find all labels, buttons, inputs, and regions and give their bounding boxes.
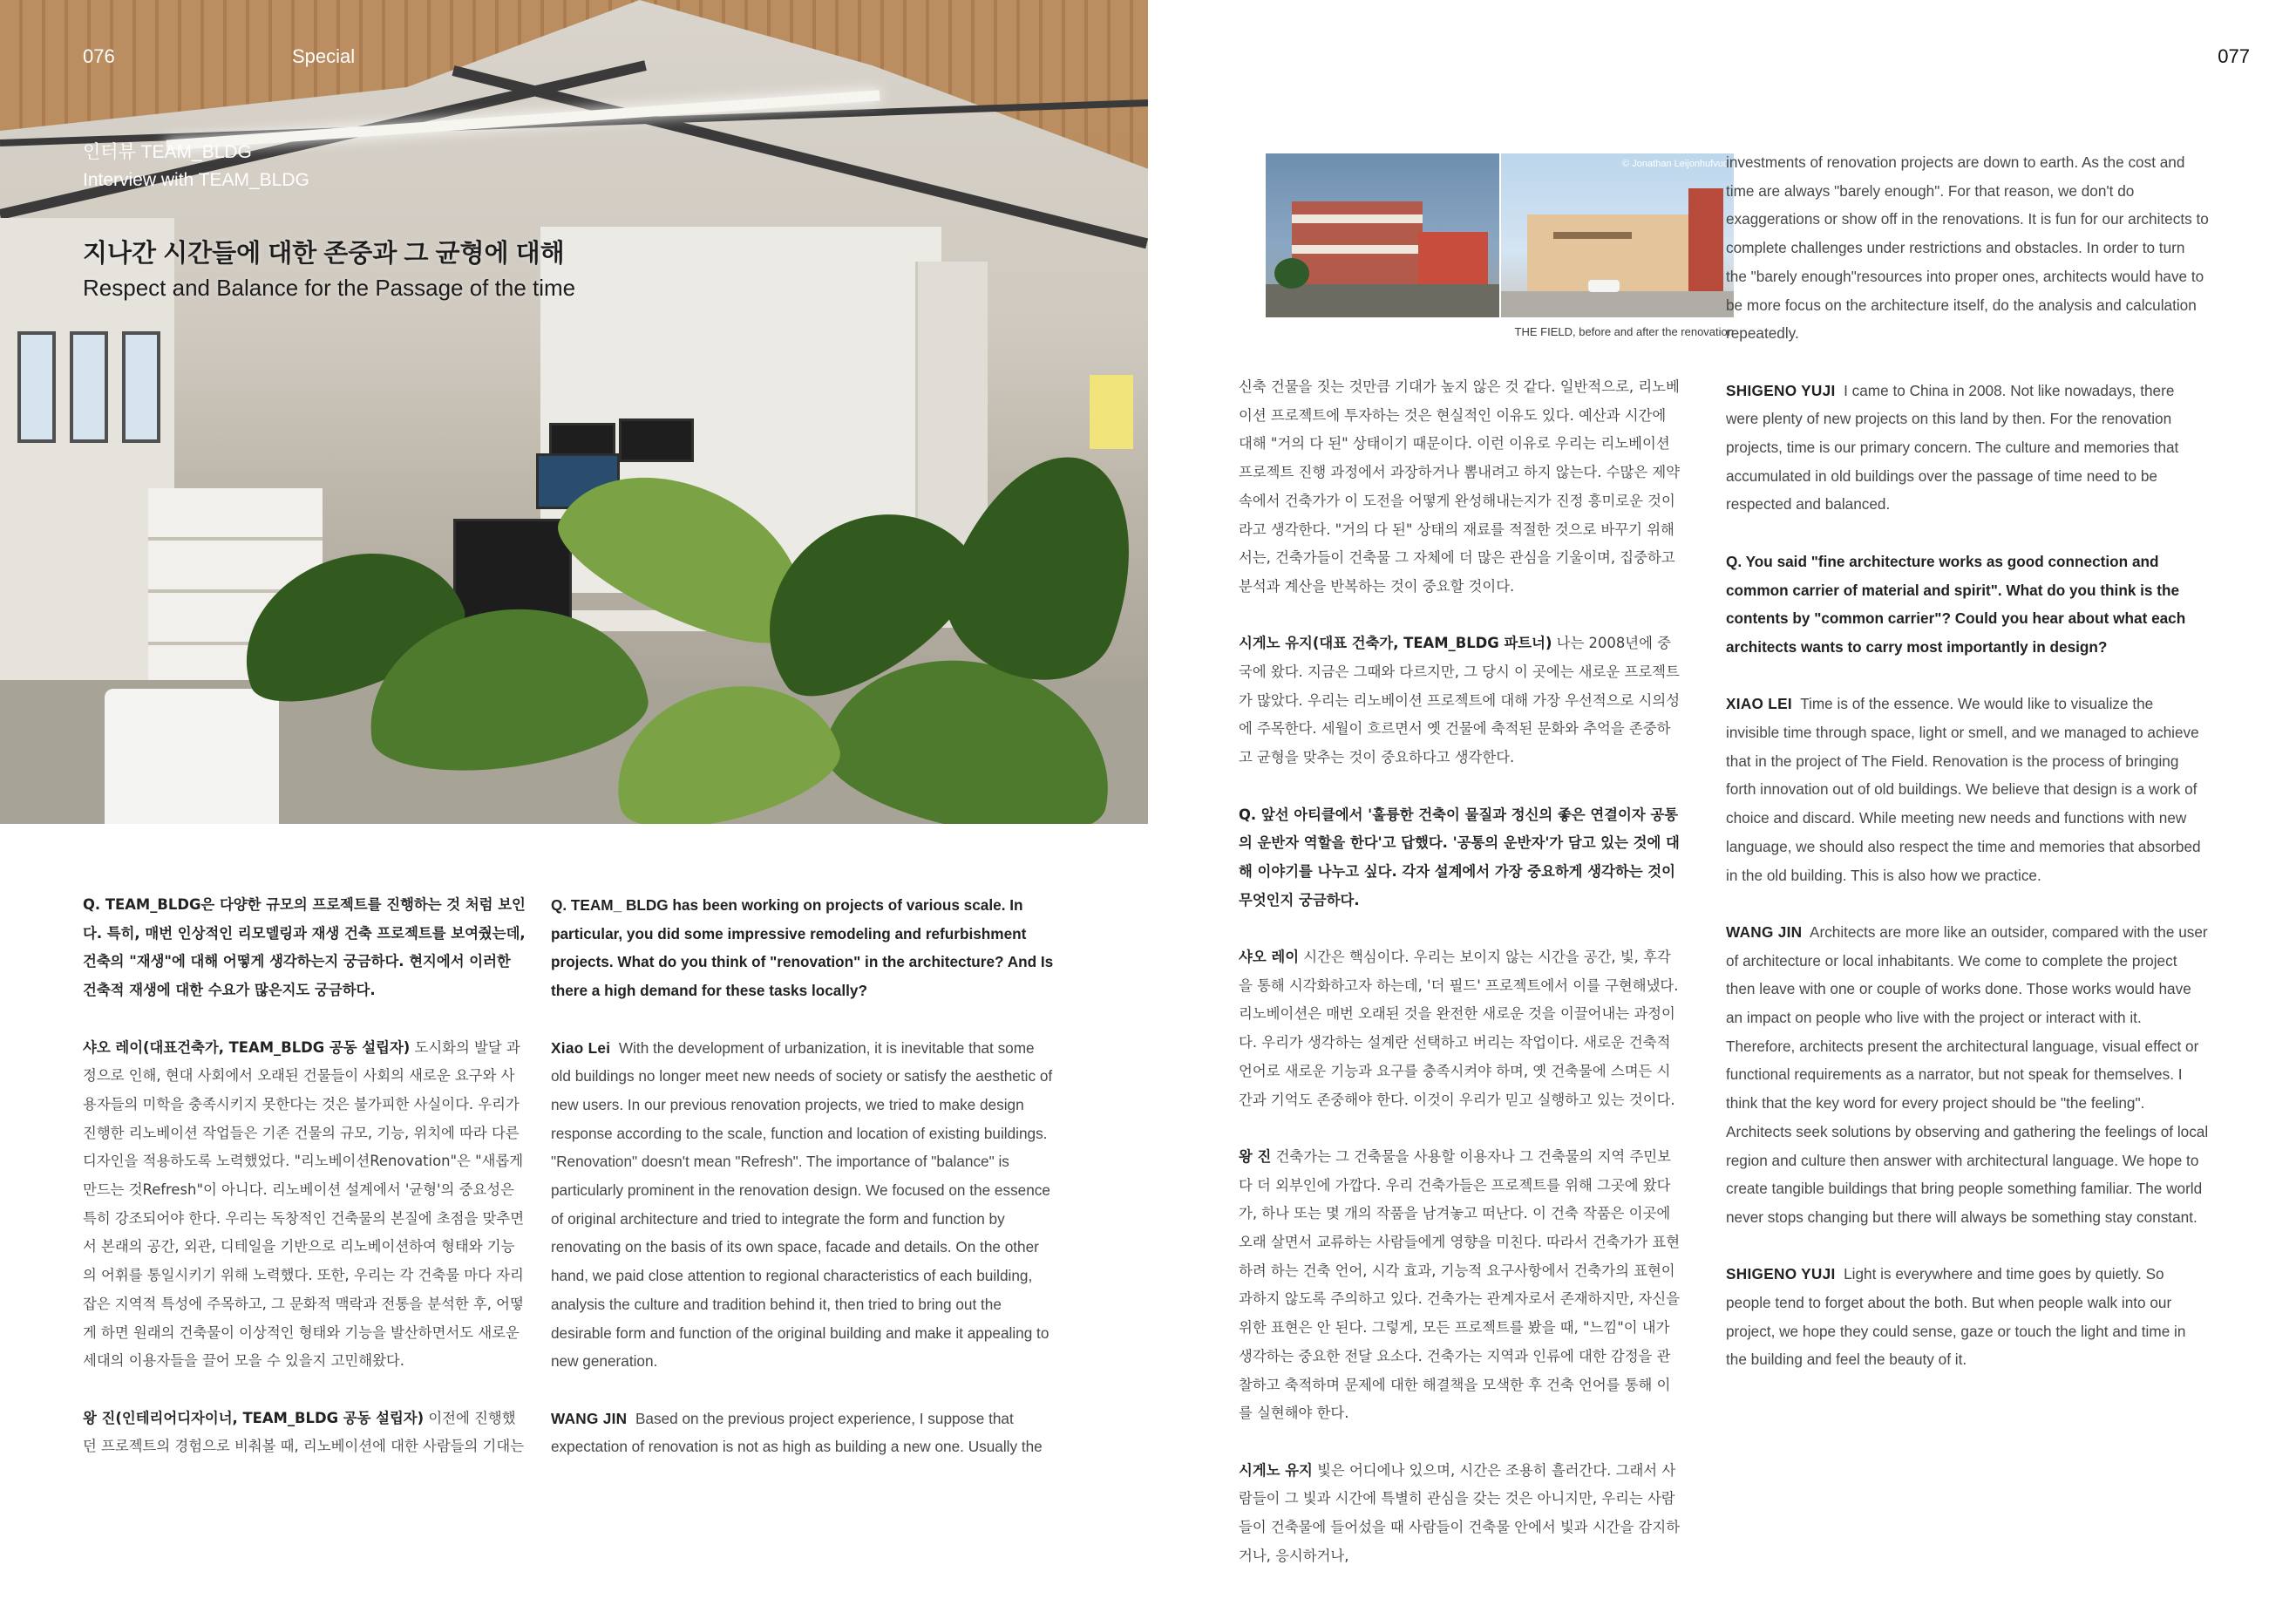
- answer-paragraph: [551, 1405, 1058, 1461]
- speaker-name: 시게노 유지: [1239, 1461, 1313, 1479]
- answer-text: Architects are more like an outsider, compared with the user of architecture or local inhabitants. We come to complete the project then leave with one or couple of works done. Those works would have an impact on people who live with the project or interact with it. Therefore, architects present the architectural language, visual effect or functional requirements as a narrator, but not speak for themselves. I think that the key word for every project should be "the feeling". Architects seek solutions by observing and gathering the feelings of local region and culture then answer with architectural language. We hope to create tangible buildings that bring people something familiar. The world never stops changing but there will always be something stay constant.: [1726, 922, 2209, 1226]
- window: [122, 331, 160, 443]
- answer-paragraph: [1239, 1143, 1683, 1428]
- ground: [1501, 291, 1734, 317]
- korean-column: [83, 891, 527, 1490]
- building-stripe: [1292, 245, 1423, 254]
- kicker-korean: 인터뷰 TEAM_BLDG: [83, 142, 252, 162]
- english-column: [551, 891, 1058, 1490]
- title-english: Respect and Balance for the Passage of the time: [83, 275, 576, 301]
- answer-text: 이전에 진행했던 프로젝트의 경험으로 비춰볼 때, 리노베이션에 대한 사람들의 기대는: [83, 1409, 525, 1455]
- answer-paragraph: [551, 1034, 1058, 1376]
- window: [70, 331, 108, 443]
- before-after-figure: [1266, 153, 1734, 317]
- photo-before: [1266, 153, 1499, 317]
- answer-text: 건축가는 그 건축물을 사용할 이용자나 그 건축물의 지역 주민보다 더 외부인에 가깝다. 우리 건축가들은 프로젝트를 위해 그곳에 왔다가, 하나 또는 몇 개의 작품을 남겨놓고 떠난다. 이 건축 작품은 이곳에 오래 살면서 교류하는 사람들에게 영향을 미친다. 따라서 건축가가 표현하려 하는 건축 언어, 시각 효과, 기능적 요구사항에서 건축가의 표현이 과하지 않도록 주의하고 있다. 건축가는 관계자로서 존재하지만, 자신을 위한 표현은 안 된다. 그렇게, 모든 프로젝트를 봤을 때, "느낌"이 내가 생각하는 중요한 전달 요소다. 건축가는 지역과 인류에 대한 감정을 관찰하고 축적하며 문제에 대한 해결책을 모색한 후 건축 언어를 통해 이를 실현해야 한다.: [1239, 1147, 1681, 1422]
- window: [17, 331, 56, 443]
- ground: [1266, 284, 1499, 317]
- tree: [1274, 258, 1309, 289]
- question-korean: Q. TEAM_BLDG은 다양한 규모의 프로젝트를 진행하는 것 처럼 보인다. 특히, 매번 인상적인 리모델링과 재생 건축 프로젝트를 보여줬는데, 건축의 "재생"에 대해 어떻게 생각하는지 궁금하다. 현지에서 이러한 건축적 재생에 대한 수요가 많은지도 궁금하다.: [83, 896, 526, 999]
- title-korean: 지나간 시간들에 대한 존중과 그 균형에 대해: [83, 240, 565, 268]
- left-page: [0, 0, 1148, 1545]
- paragraph: investments of renovation projects are down to earth. As the cost and time are always "barely enough". For that reason, we don't do exaggerations or show off in the renovations. It is fun for our architects to complete challenges under restrictions and obstacles. In order to turn the "barely enough"resources into proper ones, architects would have to be more focus on the architecture itself, do the analysis and calculation repeatedly.: [1726, 153, 2209, 343]
- computer: [105, 689, 279, 824]
- answer-text: 나는 2008년에 중국에 왔다. 지금은 그때와 다르지만, 그 당시 이 곳에는 새로운 프로젝트가 많았다. 우리는 리노베이션 프로젝트에 대해 가장 우선적으로 시의성에 주목한다. 세월이 흐르면서 옛 건물에 축적된 문화와 추억을 존중하고 균형을 맞추는 것이 중요하다고 생각한다.: [1239, 635, 1681, 766]
- speaker-name: 샤오 레이(대표건축가, TEAM_BLDG 공동 설립자): [83, 1038, 411, 1056]
- speaker-name: WANG JIN: [551, 1409, 628, 1427]
- answer-text: 시간은 핵심이다. 우리는 보이지 않는 시간을 공간, 빛, 후각을 통해 시각화하고자 하는데, '더 필드' 프로젝트에서 이를 구현해냈다. 리노베이션은 매번 오래된 것을 완전한 새로운 것을 이끌어내는 과정이다. 우리가 생각하는 설계란 선택하고 버리는 작업이다. 새로운 건축적 언어로 새로운 기능과 요구를 충족시켜야 하며, 옛 건축물에 스며든 시간과 기억도 존중해야 한다. 이것이 우리가 믿고 실행하고 있는 것이다.: [1239, 949, 1679, 1108]
- question-korean: Q. 앞선 아티클에서 '훌륭한 건축이 물질과 정신의 좋은 연결이자 공통의 운반자 역할을 한다'고 답했다. '공통의 운반자'가 담고 있는 것에 대해 이야기를 나누고 싶다. 각자 설계에서 가장 중요하게 생각하는 것이 무엇인지 궁금하다.: [1239, 806, 1680, 908]
- answer-paragraph: [1726, 1260, 2210, 1374]
- section-tag: Special: [292, 45, 356, 67]
- answer-paragraph: [1239, 629, 1683, 772]
- speaker-name: WANG JIN: [1726, 922, 1803, 941]
- answer-text: Light is everywhere and time goes by quietly. So people tend to forget about the both. But when people walk into our project, we hope they could sense, gaze or touch the light and time in the building and feel the beauty of it.: [1726, 1265, 2186, 1369]
- photo-credit: © Jonathan Leijonhufvud: [1622, 159, 1729, 169]
- answer-paragraph: [1239, 1457, 1683, 1571]
- office-photo: [0, 0, 1163, 824]
- kicker-english: Interview with TEAM_BLDG: [83, 170, 309, 190]
- page-number: 076: [83, 45, 115, 67]
- answer-text: Based on the previous project experience, I suppose that expectation of renovation is not as high as building a new one. Usually the: [551, 1409, 1043, 1456]
- speaker-name: 왕 진: [1239, 1147, 1272, 1165]
- building-detail: [1553, 232, 1632, 239]
- speaker-name: 왕 진(인테리어디자이너, TEAM_BLDG 공동 설립자): [83, 1409, 425, 1426]
- answer-paragraph: [83, 1034, 527, 1376]
- paragraph: 신축 건물을 짓는 것만큼 기대가 높지 않은 것 같다. 일반적으로, 리노베이션 프로젝트에 투자하는 것은 현실적인 이유도 있다. 예산과 시간에 대해 "거의 다 된" 상태이기 때문이다. 이런 이유로 우리는 리노베이션 프로젝트 진행 과정에서 과장하거나 뽐내려고 하지 않는다. 수많은 제약 속에서 건축가가 이 도전을 어떻게 완성해내는지가 진정 흥미로운 것이라고 생각한다. "거의 다 된" 상태의 재료를 적절한 것으로 바꾸기 위해서는, 건축가들이 건축물 그 자체에 더 많은 관심을 기울이며, 집중하고 분석과 계산을 반복하는 것이 중요할 것이다.: [1239, 378, 1681, 595]
- answer-paragraph: [1239, 943, 1683, 1114]
- monitor: [619, 418, 694, 462]
- answer-text: 도시화의 발달 과정으로 인해, 현대 사회에서 오래된 건물들이 사회의 새로운 요구와 사용자들의 미학을 충족시키지 못한다는 것은 불가피한 사실이다. 우리가 진행한 리노베이션 작업들은 기존 건물의 규모, 기능, 위치에 따라 다른 디자인을 적용하도록 노력했었다. "리노베이션Renovation"은 "새롭게 만드는 것Refresh"이 아니다. 리노베이션 설계에서 '균형'의 중요성은 특히 강조되어야 한다. 우리는 독창적인 건축물의 본질에 초점을 맞추면서 본래의 공간, 외관, 디테일을 기반으로 리노베이션하여 형태와 기능의 어휘를 통일시키기 위해 노력했다. 또한, 우리는 각 건축물 마다 자리잡은 지역적 특성에 주목하고, 그 문화적 맥락과 전통을 분석한 후, 어떻게 하면 원래의 건축물이 이상적인 형태와 기능을 발산하면서도 새로운 세대의 이용자들을 끌어 모을 수 있을지 고민해왔다.: [83, 1038, 525, 1370]
- right-page: [1148, 0, 2296, 1564]
- speaker-name: SHIGENO YUJI: [1726, 381, 1836, 399]
- answer-paragraph: [83, 1405, 527, 1461]
- building: [1688, 188, 1723, 293]
- answer-text: Time is of the essence. We would like to visualize the invisible time through space, light or smell, and we managed to achieve that in the project of The Field. Renovation is the process of bringing forth innovation out of old buildings. We believe that design is a work of choice and discard. While meeting new needs and functions with new language, we should also respect the time and memories that absorbed in the old building. This is also how we practice.: [1726, 695, 2201, 884]
- korean-column: [1239, 373, 1683, 1599]
- photo-after: [1501, 153, 1734, 317]
- speaker-name: SHIGENO YUJI: [1726, 1265, 1836, 1283]
- building: [1418, 232, 1488, 289]
- question-english: Q. TEAM_ BLDG has been working on projects of various scale. In particular, you did some impressive remodeling and refurbishment projects. What do you think of "renovation" in the architecture? And Is there a high demand for these tasks locally?: [551, 896, 1054, 1000]
- page-number: 077: [2218, 45, 2250, 67]
- car: [1588, 280, 1620, 292]
- speaker-name: XIAO LEI: [1726, 695, 1792, 713]
- answer-paragraph: [1726, 377, 2210, 520]
- building-stripe: [1292, 214, 1423, 223]
- english-column: [1726, 148, 2210, 1403]
- speaker-name: Xiao Lei: [551, 1038, 611, 1057]
- answer-paragraph: [1726, 918, 2210, 1232]
- answer-text: I came to China in 2008. Not like nowadays, there were plenty of new projects on this land by then. For the renovation projects, time is our primary concern. The culture and memories that accumulated in old buildings over the passage of time need to be respected and balanced.: [1726, 381, 2179, 514]
- speaker-name: 샤오 레이: [1239, 949, 1300, 966]
- sticky-notes: [1090, 375, 1133, 449]
- answer-paragraph: [1726, 690, 2210, 889]
- question-english: Q. You said "fine architecture works as good connection and common carrier of material and spirit". What do you think is the contents by "common carrier"? Could you hear about what each architects wants to carry most importantly in design?: [1726, 552, 2186, 656]
- monitor: [453, 519, 572, 620]
- answer-text: With the development of urbanization, it is inevitable that some old buildings no longer meet new needs of society or satisfy the aesthetic of new users. In our previous renovation projects, we tried to make design response according to the scale, function and location of existing buildings. "Renovation" doesn't mean "Refresh". The importance of "balance" is particularly prominent in the renovation design. We focused on the essence of original architecture and tried to integrate the form and function by renovating on the basis of its own space, facade and details. On the other hand, we paid close attention to regional characteristics of each building, analysis the culture and tradition behind it, then tried to bring out the desirable form and function of the original building and make it appealing to new generation.: [551, 1038, 1053, 1371]
- figure-caption: THE FIELD, before and after the renovation: [1514, 325, 1734, 338]
- speaker-name: 시게노 유지(대표 건축가, TEAM_BLDG 파트너): [1239, 635, 1552, 652]
- answer-text: 빛은 어디에나 있으며, 시간은 조용히 흘러간다. 그래서 사람들이 그 빛과 시간에 특별히 관심을 갖는 것은 아니지만, 우리는 사람들이 건축물에 들어섰을 때 사람들이 건축물 안에서 빛과 시간을 감지하거나, 응시하거나,: [1239, 1461, 1681, 1564]
